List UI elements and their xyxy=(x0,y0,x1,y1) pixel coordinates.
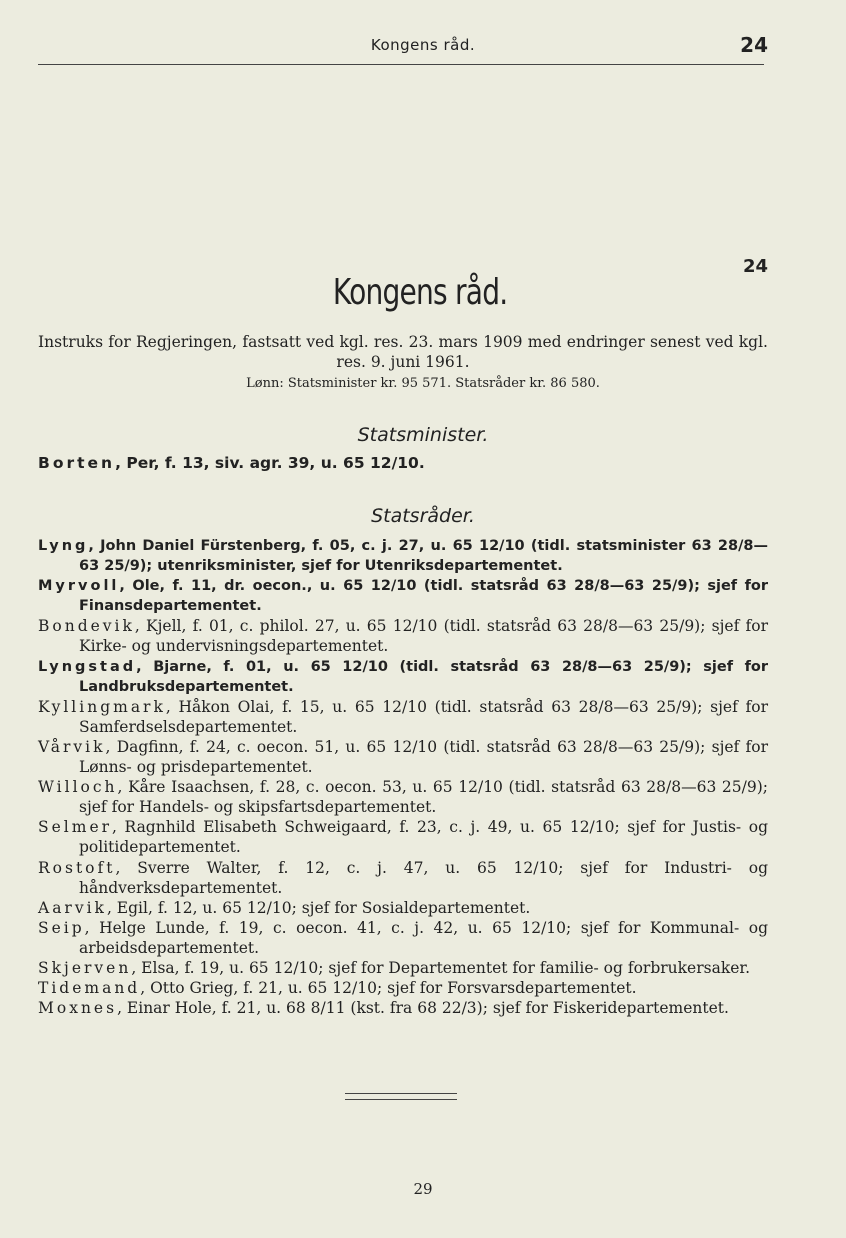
header-divider xyxy=(38,64,764,65)
list-item: Skjerven, Elsa, f. 19, u. 65 12/10; sjef for Departementet for familie- og forbrukersaker. xyxy=(38,958,751,977)
pm-details: , Per, f. 13, siv. agr. 39, u. 65 xyxy=(115,454,370,472)
instruction-text: Instruks for Regjeringen, fastsatt ved kgl. res. 23. mars 1909 med endringer senest ved kgl. res. 9. juni 1961. xyxy=(38,333,768,371)
ministers-heading: Statsråder. xyxy=(371,505,475,527)
list-item: Moxnes, Einar Hole, f. 21, u. 68 8/11 (kst. fra 68 22/3); sjef for Fiskeridepartementet. xyxy=(38,999,729,1018)
prime-minister-heading: Statsminister. xyxy=(357,424,489,446)
ministers-list xyxy=(38,536,768,1018)
list-item: Vårvik, Dagfinn, f. 24, c. oecon. 51, u. 65 12/10 (tidl. statsråd 63 28/8—63 25/9); sjef for Lønns- og prisdepartementet. xyxy=(38,737,768,777)
list-item: Selmer, Ragnhild Elisabeth Schweigaard, f. 23, c. j. 49, u. 65 12/10; sjef for Justis- og politidepartementet. xyxy=(38,818,768,857)
list-item: Seip, Helge Lunde, f. 19, c. oecon. 41, c. j. 42, u. 65 12/10; sjef for Kommunal- og arbeidsdepartementet. xyxy=(38,918,768,957)
running-title: Kongens råd. xyxy=(370,36,476,54)
list-item: Rostoft, Sverre Walter, f. 12, c. j. 47, u. 65 12/10; sjef for Industri- og håndverksdepartementet. xyxy=(38,858,768,897)
list-item: Aarvik, Egil, f. 12, u. 65 12/10; sjef for Sosialdepartementet. xyxy=(38,898,531,917)
salary-line: Lønn: Statsminister kr. 95 571. Statsråder kr. 86 580. xyxy=(246,376,600,391)
list-item: Willoch, Kåre Isaachsen, f. 28, c. oecon. 53, u. 65 12/10 (tidl. statsråd 63 28/8—63 25/9); sjef for Handels- og skipsfartsdepartementet. xyxy=(38,778,768,817)
page-number: 29 xyxy=(413,1180,433,1198)
list-item: Lyng, John Daniel Fürstenberg, f. 05, c. j. 27, u. 65 12/10 (tidl. statsminister 63 28/8—63 25/9); utenriksminister, sjef for Utenriksdepartementet. xyxy=(38,538,768,575)
end-divider-bottom xyxy=(345,1099,457,1100)
pm-name: Borten xyxy=(38,454,116,472)
pm-tail: . xyxy=(418,454,425,472)
list-item: Kyllingmark, Håkon Olai, f. 15, u. 65 12/10 (tidl. statsråd 63 28/8—63 25/9); sjef for Samferdselsdepartementet. xyxy=(38,697,768,736)
list-item: Tidemand, Otto Grieg, f. 21, u. 65 12/10; sjef for Forsvarsdepartementet. xyxy=(38,979,637,998)
page-title: Kongens råd. xyxy=(332,272,508,313)
running-head xyxy=(0,33,846,63)
end-divider-top xyxy=(345,1093,457,1094)
running-page-number: 24 xyxy=(740,33,768,57)
list-item: Bondevik, Kjell, f. 01, c. philol. 27, u. 65 12/10 (tidl. statsråd 63 28/8—63 25/9); sjef for Kirke- og undervisningsdepartementet. xyxy=(38,617,768,656)
prime-minister-entry xyxy=(38,454,768,472)
section-number: 24 xyxy=(742,256,768,277)
list-item: Myrvoll, Ole, f. 11, dr. oecon., u. 65 12/10 (tidl. statsråd 63 28/8—63 25/9); sjef for Finansdepartementet. xyxy=(38,578,768,615)
list-item: Lyngstad, Bjarne, f. 01, u. 65 12/10 (tidl. statsråd 63 28/8—63 25/9); sjef for Landbruksdepartementet. xyxy=(38,658,768,695)
pm-date: 12/10 xyxy=(370,454,419,472)
